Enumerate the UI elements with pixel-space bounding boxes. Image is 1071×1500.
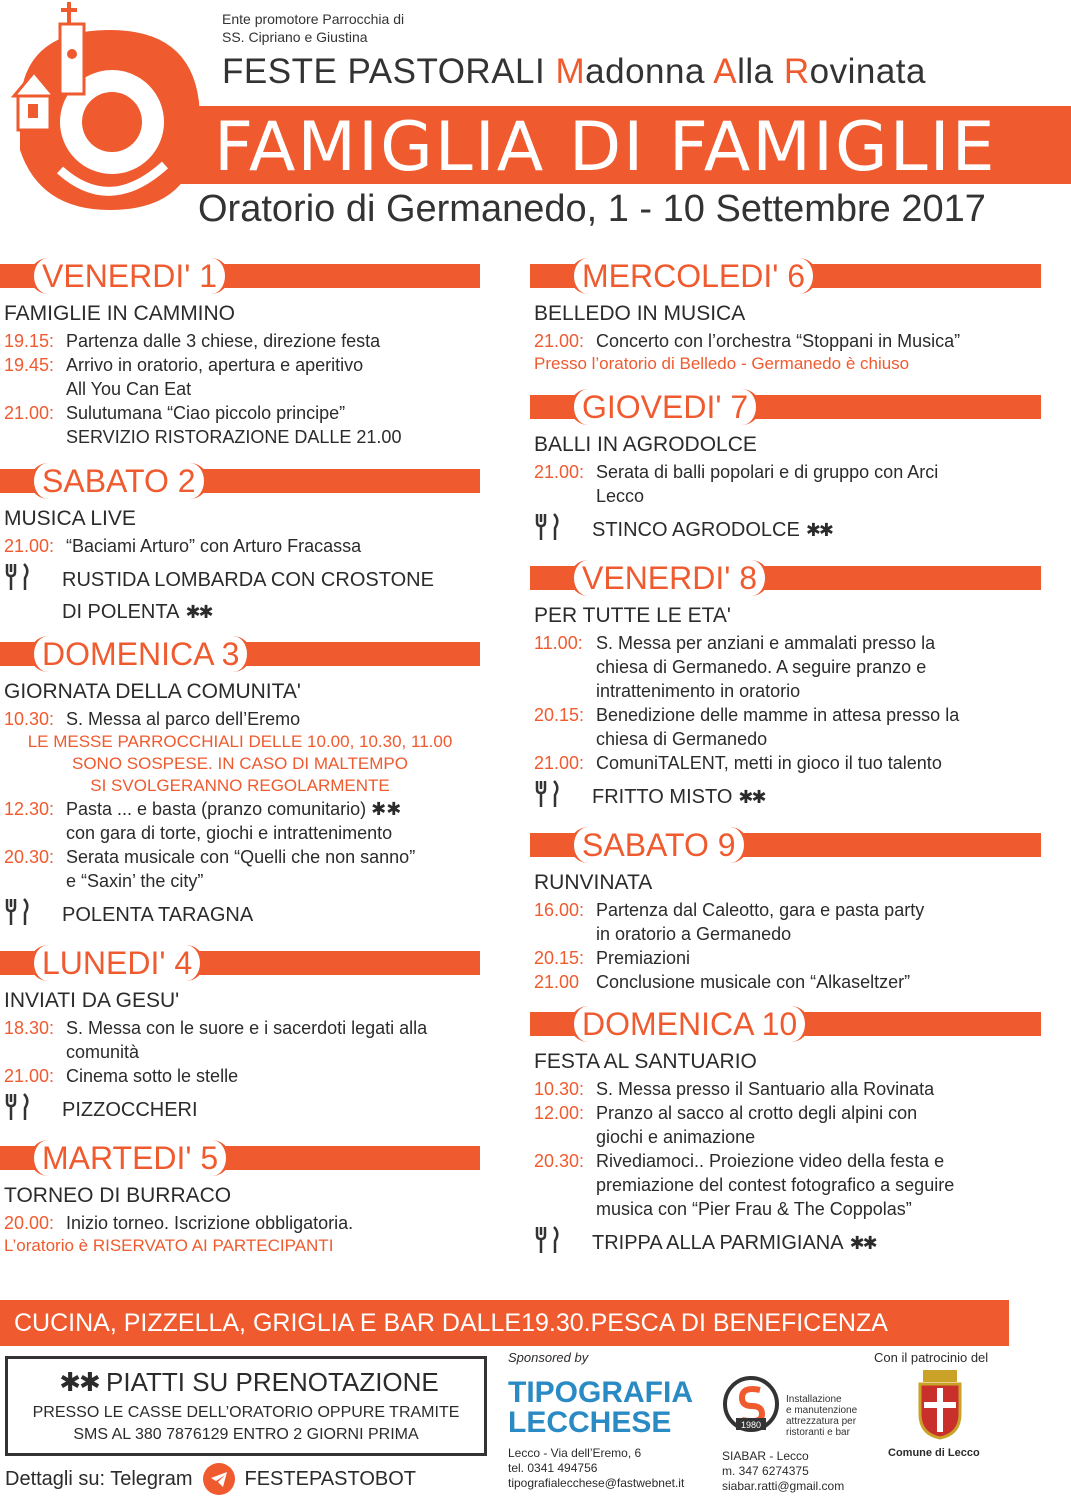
tipografia-logo — [508, 1378, 693, 1438]
event-time — [534, 655, 596, 679]
event-time: 19.45: — [4, 355, 55, 375]
day-header — [0, 945, 510, 981]
food-row — [534, 779, 1071, 815]
cutlery-icon — [4, 1092, 62, 1128]
star-icon: ✱✱ — [738, 787, 765, 807]
bottom-banner: CUCINA, PIZZELLA, GRIGLIA E BAR DALLE19.30.PESCA DI BENEFICENZA — [0, 1300, 1009, 1346]
day-header — [530, 560, 1071, 596]
day-block — [0, 258, 510, 449]
day-label: SABATO 9 — [570, 827, 748, 863]
event-text: e “Saxin’ the city” — [66, 871, 204, 891]
event-time — [4, 869, 66, 893]
day-header — [530, 258, 1071, 294]
event-time: 21.00: — [534, 331, 585, 351]
siabar-address — [722, 1449, 844, 1494]
event-row — [534, 460, 1071, 484]
event-row — [4, 797, 510, 821]
event-row — [4, 1016, 510, 1040]
event-text: Concerto con l’orchestra “Stoppani in Musica” — [596, 331, 961, 351]
event-text: Pranzo al sacco al crotto degli alpini con — [596, 1103, 918, 1123]
event-text: comunità — [66, 1042, 140, 1062]
event-text: Pasta ... e basta (pranzo comunitario) ✱✱ — [66, 799, 402, 819]
tipografia-email: tipografialecchese@fastwebnet.it — [508, 1476, 685, 1490]
event-text: Conclusione musicale con “Alkaseltzer” — [596, 972, 911, 992]
siabar-year: 1980 — [740, 1420, 762, 1430]
event-text: Premiazioni — [596, 948, 691, 968]
event-row — [4, 1040, 510, 1064]
food-row — [534, 512, 1071, 548]
event-time — [4, 1040, 66, 1064]
day-block — [530, 560, 1071, 815]
event-row — [534, 679, 1071, 703]
star-icon: ✱✱ — [805, 520, 832, 540]
event-time: 21.00: — [534, 753, 585, 773]
note-line: Presso l’oratorio di Belledo - Germanedo è chiuso — [534, 354, 910, 373]
event-time — [4, 425, 66, 449]
feste-prefix: FESTE PASTORALI — [222, 52, 546, 91]
star-icon: ✱✱ — [185, 602, 212, 622]
food-name: POLENTA TARAGNA — [62, 904, 254, 926]
event-row — [534, 631, 1071, 655]
event-row — [534, 946, 1071, 970]
section-title: MUSICA LIVE — [4, 507, 136, 530]
section-title: RUNVINATA — [534, 871, 653, 894]
section-title: TORNEO DI BURRACO — [4, 1184, 232, 1207]
event-text: Rivediamoci.. Proiezione video della festa e — [596, 1151, 945, 1171]
day-label: VENERDI' 8 — [570, 560, 769, 596]
subtitle: Oratorio di Germanedo, 1 - 10 Settembre 2017 — [198, 188, 986, 230]
event-time: 21.00: — [534, 462, 585, 482]
day-header — [0, 463, 510, 499]
food-name: PIZZOCCHERI — [62, 1099, 198, 1121]
day-label: LUNEDI' 4 — [30, 945, 204, 981]
note-line: SONO SOSPESE. IN CASO DI MALTEMPO — [72, 754, 408, 773]
cutlery-icon — [4, 562, 62, 598]
event-row — [4, 377, 510, 401]
event-row — [534, 1173, 1071, 1197]
event-text: giochi e animazione — [596, 1127, 756, 1147]
sponsored-by-label: Sponsored by — [508, 1350, 589, 1365]
event-row — [534, 970, 1071, 994]
event-text: S. Messa con le suore e i sacerdoti legati alla — [66, 1018, 428, 1038]
siabar-email: siabar.ratti@gmail.com — [722, 1479, 845, 1493]
food-name: STINCO AGRODOLCE — [592, 519, 800, 541]
telegram-row — [5, 1463, 416, 1495]
event-time: 21.00 — [534, 972, 580, 992]
siabar-desc-line: Installazione — [786, 1394, 842, 1405]
madonna-cap-r: R — [783, 52, 810, 91]
event-row — [534, 1077, 1071, 1101]
tipografia-address — [508, 1446, 684, 1491]
tipografia-line2: LECCHESE — [508, 1406, 672, 1439]
star-icon: ✱✱ — [59, 1367, 99, 1397]
patrocinio-label: Con il patrocinio del — [874, 1350, 989, 1365]
madonna-cap-m: M — [555, 52, 586, 91]
day-block — [530, 1006, 1071, 1261]
section-title: INVIATI DA GESU' — [4, 989, 180, 1012]
event-row — [534, 1149, 1071, 1173]
event-row — [4, 425, 510, 449]
tipografia-phone: tel. 0341 494756 — [508, 1461, 598, 1475]
piatti-line1: PRESSO LE CASSE DELL’ORATORIO OPPURE TRAMITE — [32, 1404, 460, 1421]
section-title: FESTA AL SANTUARIO — [534, 1050, 757, 1073]
promoter-line1: Ente promotore Parrocchia di — [222, 11, 405, 27]
event-text: ComuniTALENT, metti in gioco il tuo talento — [596, 753, 942, 773]
note-line: SI SVOLGERANNO REGOLARMENTE — [90, 776, 390, 795]
event-time: 21.00: — [4, 536, 55, 556]
day-block — [530, 827, 1071, 994]
cutlery-icon — [534, 512, 592, 548]
piatti-subtext — [8, 1402, 484, 1446]
event-text: in oratorio a Germanedo — [596, 924, 792, 944]
event-row — [534, 727, 1071, 751]
piatti-title-row — [8, 1367, 484, 1398]
alla-word: lla — [737, 52, 784, 91]
event-time: 10.30: — [534, 1079, 585, 1099]
food-row — [4, 600, 510, 624]
day-block — [0, 636, 510, 933]
event-text: Lecco — [596, 486, 645, 506]
day-label: DOMENICA 10 — [570, 1006, 809, 1042]
day-header — [0, 1140, 510, 1176]
event-time — [534, 1173, 596, 1197]
section-title: PER TUTTE LE ETA' — [534, 604, 731, 627]
event-text: SERVIZIO RISTORAZIONE DALLE 21.00 — [66, 427, 402, 447]
day-block — [0, 463, 510, 624]
event-row — [534, 484, 1071, 508]
event-row — [534, 329, 1071, 353]
siabar-description — [786, 1394, 857, 1438]
event-row — [4, 821, 510, 845]
cutlery-icon — [4, 897, 62, 933]
day-block — [0, 945, 510, 1128]
event-text: Arrivo in oratorio, apertura e aperitivo — [66, 355, 364, 375]
day-header — [0, 258, 510, 294]
event-time — [534, 1125, 596, 1149]
event-time — [534, 1197, 596, 1221]
event-row — [4, 845, 510, 869]
day-label: DOMENICA 3 — [30, 636, 251, 672]
event-text: intrattenimento in oratorio — [596, 681, 801, 701]
event-text: musica con “Pier Frau & The Coppolas” — [596, 1199, 912, 1219]
day-label: MARTEDI' 5 — [30, 1140, 230, 1176]
section-title: BALLI IN AGRODOLCE — [534, 433, 757, 456]
promoter — [222, 10, 404, 46]
event-text: All You Can Eat — [66, 379, 192, 399]
madonna-cap-a: A — [713, 52, 738, 91]
event-time — [534, 727, 596, 751]
section-title: GIORNATA DELLA COMUNITA' — [4, 680, 301, 703]
event-row — [4, 353, 510, 377]
food-row — [4, 1092, 510, 1128]
event-time: 21.00: — [4, 1066, 55, 1086]
event-time: 12.30: — [4, 799, 55, 819]
event-text: Serata musicale con “Quelli che non sanno” — [66, 847, 416, 867]
event-time: 20.15: — [534, 705, 585, 725]
event-row — [534, 1101, 1071, 1125]
main-title-bar — [180, 106, 1071, 187]
food-name: TRIPPA ALLA PARMIGIANA — [592, 1232, 844, 1254]
comune-crest-icon — [915, 1368, 965, 1440]
event-time — [534, 922, 596, 946]
siabar-desc-line: ristoranti e bar — [786, 1427, 850, 1438]
event-row — [534, 1197, 1071, 1221]
note-line: LE MESSE PARROCCHIALI DELLE 10.00, 10.30, 11.00 — [27, 732, 453, 751]
star-icon: ✱✱ — [849, 1233, 876, 1253]
event-time: 12.00: — [534, 1103, 585, 1123]
event-time: 10.30: — [4, 709, 55, 729]
event-time: 16.00: — [534, 900, 585, 920]
day-label: SABATO 2 — [30, 463, 208, 499]
event-row — [4, 1211, 510, 1235]
food-name: FRITTO MISTO — [592, 786, 733, 808]
event-row — [4, 1064, 510, 1088]
event-row — [4, 534, 510, 558]
event-text: chiesa di Germanedo — [596, 729, 768, 749]
food-row — [534, 1225, 1071, 1261]
day-header — [0, 636, 510, 672]
cutlery-icon — [534, 1225, 592, 1261]
event-time: 19.15: — [4, 331, 55, 351]
telegram-label: Dettagli su: Telegram — [5, 1467, 193, 1490]
promoter-line2: SS. Cipriano e Giustina — [222, 29, 368, 45]
day-block — [530, 258, 1071, 375]
event-row — [534, 751, 1071, 775]
comune-label: Comune di Lecco — [888, 1447, 980, 1459]
event-row — [4, 707, 510, 731]
note-line: L’oratorio è RISERVATO AI PARTECIPANTI — [4, 1236, 334, 1255]
event-row — [4, 401, 510, 425]
event-text: premiazione del contest fotografico a seguire — [596, 1175, 955, 1195]
event-row — [4, 869, 510, 893]
event-text: Cinema sotto le stelle — [66, 1066, 239, 1086]
tipografia-addr-line: Lecco - Via dell’Eremo, 6 — [508, 1446, 642, 1460]
cutlery-icon — [534, 779, 592, 815]
tipografia-line1: TIPOGRAFIA — [508, 1376, 693, 1409]
main-title: FAMIGLIA DI FAMIGLIE — [214, 108, 997, 187]
section-title: FAMIGLIE IN CAMMINO — [4, 302, 236, 325]
event-time: 20.00: — [4, 1213, 55, 1233]
right-column — [530, 258, 1071, 1263]
event-time: 21.00: — [4, 403, 55, 423]
event-row — [534, 655, 1071, 679]
section-title: BELLEDO IN MUSICA — [534, 302, 746, 325]
food-name: RUSTIDA LOMBARDA CON CROSTONE — [62, 569, 434, 591]
event-time — [4, 821, 66, 845]
day-label: GIOVEDI' 7 — [570, 389, 760, 425]
feste-heading — [222, 52, 926, 92]
event-time — [534, 679, 596, 703]
siabar-desc-line: e manutenzione — [786, 1405, 858, 1416]
event-time — [534, 484, 596, 508]
siabar-desc-line: attrezzatura per — [786, 1416, 857, 1427]
day-block — [530, 389, 1071, 548]
food-row — [4, 897, 510, 933]
food-row — [4, 562, 510, 598]
telegram-bot[interactable]: FESTEPASTOBOT — [244, 1467, 417, 1490]
event-text: S. Messa presso il Santuario alla Rovinata — [596, 1079, 935, 1099]
event-text: Sulutumana “Ciao piccolo principe” — [66, 403, 346, 423]
event-text: Inizio torneo. Iscrizione obbligatoria. — [66, 1213, 354, 1233]
event-text: Benedizione delle mamme in attesa presso la — [596, 705, 960, 725]
event-text: con gara di torte, giochi e intrattenimento — [66, 823, 393, 843]
left-column — [0, 258, 510, 1257]
day-header — [530, 389, 1071, 425]
telegram-icon[interactable] — [203, 1463, 235, 1495]
piatti-box — [5, 1356, 487, 1456]
event-row — [534, 898, 1071, 922]
day-header — [530, 827, 1071, 863]
event-text: chiesa di Germanedo. A seguire pranzo e — [596, 657, 927, 677]
madonna-word: adonna — [585, 52, 714, 91]
siabar-phone: m. 347 6274375 — [722, 1464, 809, 1478]
day-label: VENERDI' 1 — [30, 258, 229, 294]
piatti-title: PIATTI SU PRENOTAZIONE — [106, 1367, 439, 1397]
day-header — [530, 1006, 1071, 1042]
event-time — [4, 377, 66, 401]
rovinata-word: ovinata — [809, 52, 926, 91]
event-text: S. Messa per anziani e ammalati presso la — [596, 633, 936, 653]
event-row — [534, 703, 1071, 727]
event-text: Serata di balli popolari e di gruppo con Arci — [596, 462, 939, 482]
event-row — [534, 1125, 1071, 1149]
event-text: Partenza dalle 3 chiese, direzione festa — [66, 331, 381, 351]
event-text: “Baciami Arturo” con Arturo Fracassa — [66, 536, 362, 556]
day-label: MERCOLEDI' 6 — [570, 258, 817, 294]
day-block — [0, 1140, 510, 1257]
event-row — [534, 922, 1071, 946]
siabar-name: SIABAR - Lecco — [722, 1449, 809, 1463]
event-time: 11.00: — [534, 633, 583, 653]
event-row — [4, 329, 510, 353]
event-time: 20.30: — [534, 1151, 585, 1171]
piatti-line2: SMS AL 380 7876129 ENTRO 2 GIORNI PRIMA — [73, 1426, 419, 1443]
event-text: Partenza dal Caleotto, gara e pasta party — [596, 900, 925, 920]
event-time: 20.30: — [4, 847, 55, 867]
siabar-logo-icon — [722, 1374, 780, 1434]
event-time: 18.30: — [4, 1018, 55, 1038]
event-time: 20.15: — [534, 948, 585, 968]
food-name: DI POLENTA — [62, 601, 180, 623]
event-text: S. Messa al parco dell’Eremo — [66, 709, 301, 729]
